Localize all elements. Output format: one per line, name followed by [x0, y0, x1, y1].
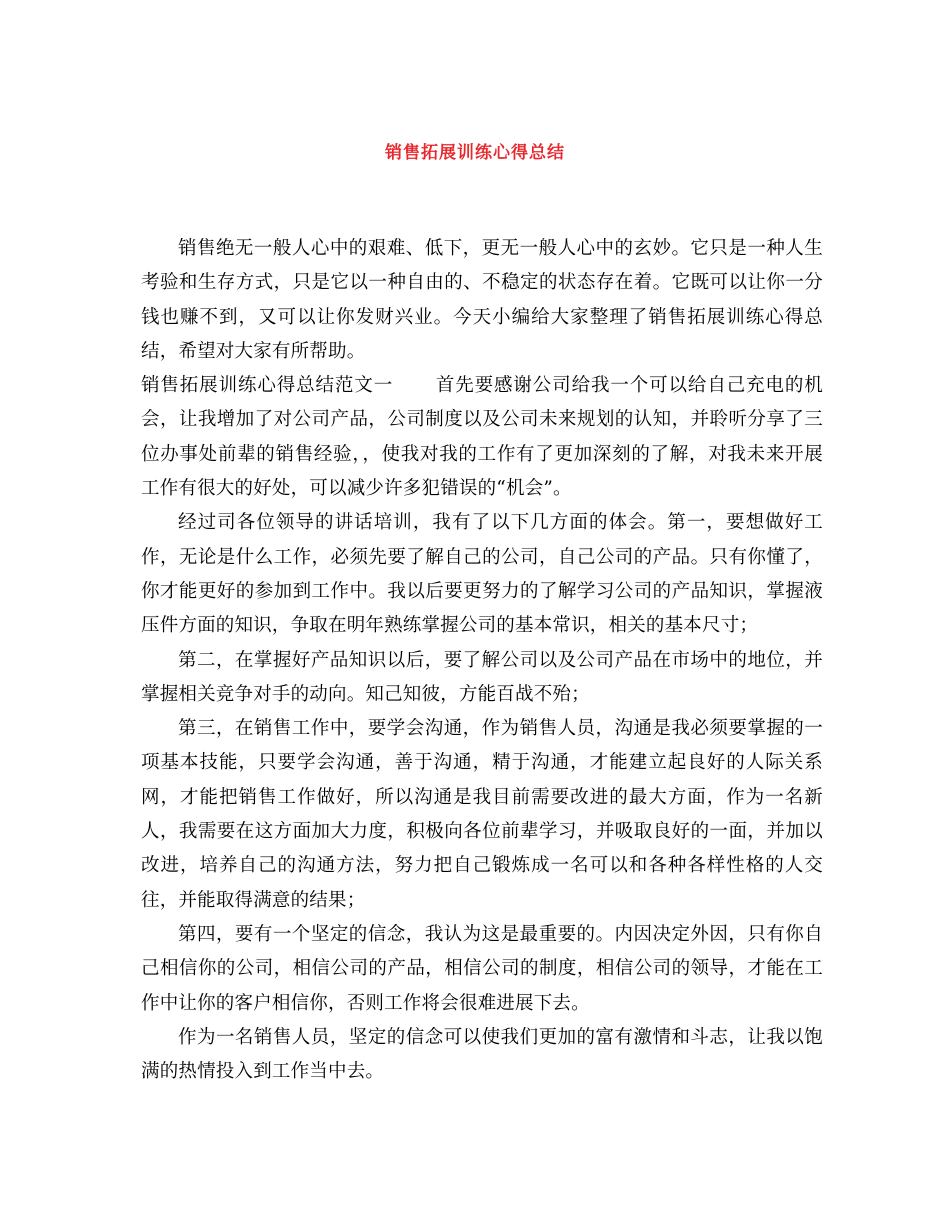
- body-paragraph-4: 第四，要有一个坚定的信念，我认为这是最重要的。内因决定外因，只有你自己相信你的公司，相信公司的产品，相信公司的制度，相信公司的领导，才能在工作中让你的客户相信你，否则工作将会很难进展下去。: [141, 923, 823, 1014]
- document-body: [141, 232, 823, 1089]
- section-heading: 销售拓展训练心得总结范文一: [141, 375, 394, 397]
- body-paragraph-3: 第三，在销售工作中，要学会沟通，作为销售人员，沟通是我必须要掌握的一项基本技能，只要学会沟通，善于沟通，精于沟通，才能建立起良好的人际关系网，才能把销售工作做好，所以沟通是我目前需要改进的最大方面，作为一名新人，我需要在这方面加大力度，积极向各位前辈学习，并吸取良好的一面，并加以改进，培养自己的沟通方法，努力把自己锻炼成一名可以和各种各样性格的人交往，并能取得满意的结果；: [141, 718, 823, 911]
- body-paragraph-5: 作为一名销售人员，坚定的信念可以使我们更加的富有激情和斗志，让我以饱满的热情投入到工作当中去。: [141, 1026, 823, 1083]
- body-paragraph-1: 经过司各位领导的讲话培训，我有了以下几方面的体会。第一，要想做好工作，无论是什么工作，必须先要了解自己的公司，自己公司的产品。只有你懂了，你才能更好的参加到工作中。我以后要更努力的了解学习公司的产品知识，掌握液压件方面的知识，争取在明年熟练掌握公司的基本常识，相关的基本尺寸；: [141, 512, 823, 637]
- body-paragraph-2: 第二，在掌握好产品知识以后，要了解公司以及公司产品在市场中的地位，并掌握相关竞争对手的动向。知己知彼，方能百战不殆；: [141, 649, 823, 705]
- section-paragraph: [141, 369, 823, 506]
- intro-paragraph: 销售绝无一般人心中的艰难、低下，更无一般人心中的玄妙。它只是一种人生考验和生存方式，只是它以一种自由的、不稳定的状态存在着。它既可以让你一分钱也赚不到，又可以让你发财兴业。今天小编给大家整理了销售拓展训练心得总结，希望对大家有所帮助。: [141, 238, 823, 362]
- document-title: 销售拓展训练心得总结: [385, 143, 565, 163]
- section-first-paragraph: 首先要感谢公司给我一个可以给自己充电的机会，让我增加了对公司产品，公司制度以及公司未来规划的认知，并聆听分享了三位办事处前辈的销售经验，，使我对我的工作有了更加深刻的了解，对我未来开展工作有很大的好处，可以减少许多犯错误的“机会”。: [141, 375, 823, 500]
